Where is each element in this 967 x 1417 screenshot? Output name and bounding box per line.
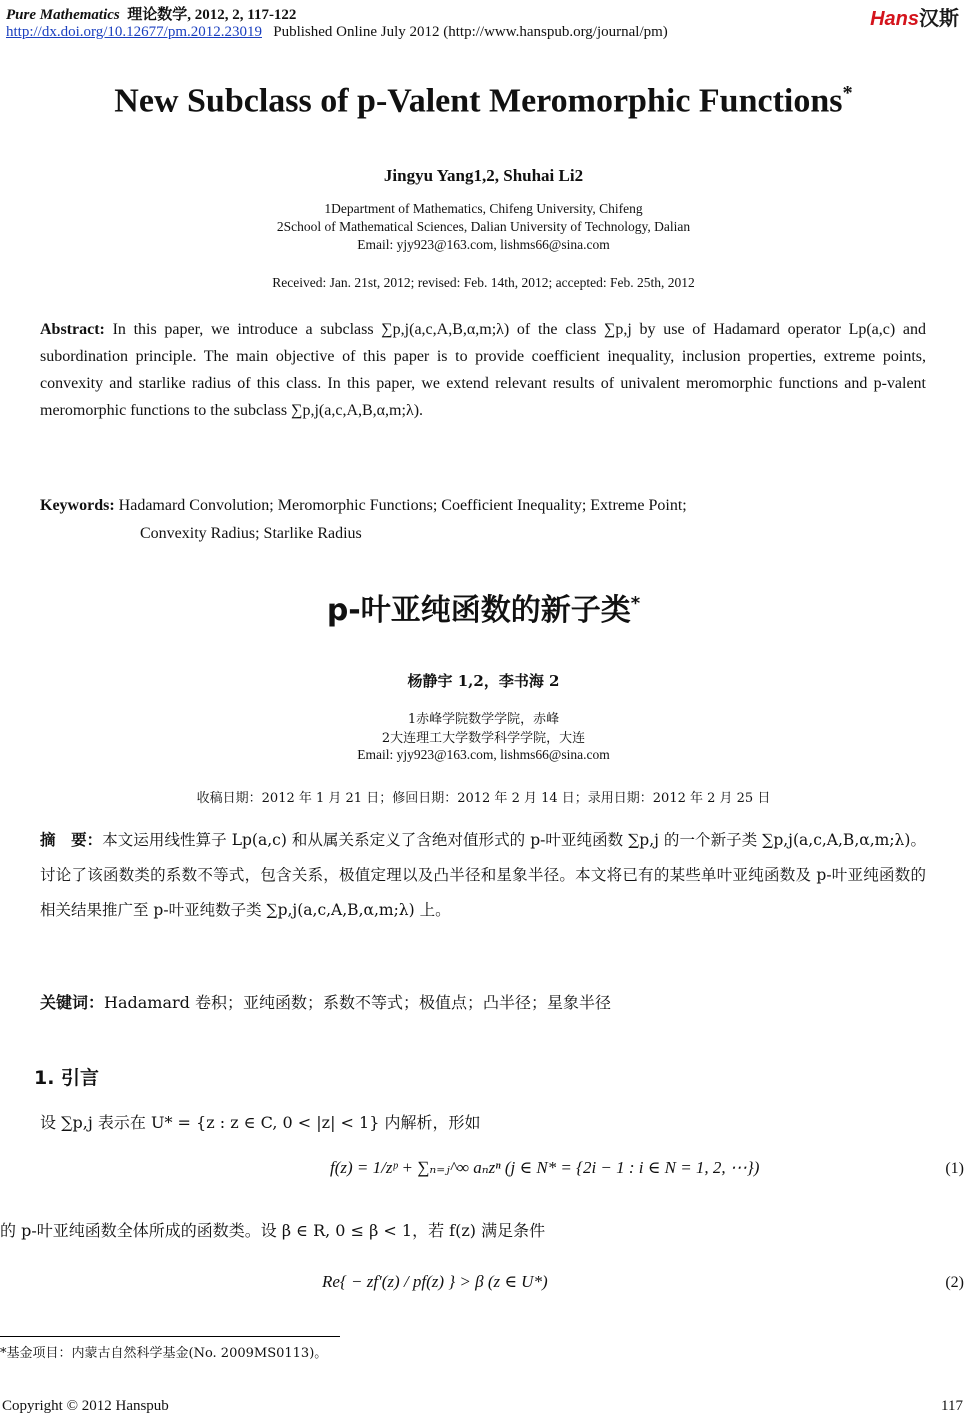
published-info: Published Online July 2012 (http://www.hanspub.org/journal/pm) bbox=[273, 24, 668, 40]
cn-keywords-label: 关键词： bbox=[40, 993, 105, 1012]
paper-title bbox=[0, 82, 967, 120]
paragraph-2: 的 p-叶亚纯函数全体所成的函数类。设 β ∈ R, 0 ≤ β < 1，若 f(z) 满足条件 bbox=[0, 1221, 546, 1240]
cn-keywords bbox=[40, 990, 611, 1013]
doi-link[interactable]: http://dx.doi.org/10.12677/pm.2012.23019 bbox=[6, 24, 262, 40]
cn-title bbox=[0, 585, 967, 629]
title-text: New Subclass of p-Valent Meromorphic Functions bbox=[114, 82, 843, 120]
title-footnote-mark: * bbox=[842, 82, 853, 104]
paragraph-1: 设 ∑p,j 表示在 U* = {z : z ∈ C, 0 < |z| < 1} 内解析，形如 bbox=[40, 1113, 481, 1132]
authors: Jingyu Yang1,2, Shuhai Li2 bbox=[383, 166, 584, 185]
cn-authors: 杨静宇 1,2，李书海 2 bbox=[407, 672, 560, 690]
keywords-line1: Hadamard Convolution; Meromorphic Functions; Coefficient Inequality; Extreme Point; bbox=[118, 497, 687, 514]
cn-abstract-label: 摘 要： bbox=[40, 831, 103, 849]
cn-title-mark: * bbox=[630, 593, 641, 614]
cn-abstract bbox=[40, 823, 926, 928]
section-heading: 1. 引言 bbox=[34, 1067, 100, 1089]
abstract-label: Abstract: bbox=[40, 321, 105, 338]
equation-2: Re{ − zf′(z) / pf(z) } > β (z ∈ U*) bbox=[322, 1272, 548, 1291]
cn-affiliation-2: 2大连理工大学数学科学学院，大连 bbox=[381, 731, 586, 746]
journal-name: Pure Mathematics bbox=[6, 7, 120, 23]
abstract bbox=[40, 316, 926, 424]
footnote: *基金项目：内蒙古自然科学基金(No. 2009MS0113)。 bbox=[0, 1346, 328, 1361]
equation-2-number: (2) bbox=[945, 1274, 964, 1291]
cn-dates: 收稿日期：2012 年 1 月 21 日；修回日期：2012 年 2 月 14 日；录用日期：2012 年 2 月 25 日 bbox=[196, 791, 771, 806]
cn-keywords-text: Hadamard 卷积；亚纯函数；系数不等式；极值点；凸半径；星象半径 bbox=[104, 993, 611, 1012]
logo-cn: 汉斯 bbox=[919, 8, 959, 30]
hans-logo bbox=[870, 2, 959, 31]
affiliation-2: 2School of Mathematical Sciences, Dalian University of Technology, Dalian bbox=[276, 219, 691, 234]
journal-line bbox=[6, 3, 296, 24]
received-dates: Received: Jan. 21st, 2012; revised: Feb. 14th, 2012; accepted: Feb. 25th, 2012 bbox=[272, 275, 695, 290]
journal-info: 理论数学, 2012, 2, 117-122 bbox=[127, 7, 297, 23]
logo-en: Hans bbox=[870, 8, 919, 30]
email: Email: yjy923@163.com, lishms66@sina.com bbox=[357, 237, 610, 252]
cn-abstract-text: 本文运用线性算子 Lp(a,c) 和从属关系定义了含绝对值形式的 p-叶亚纯函数 ∑p,j 的一个新子类 ∑p,j(a,c,A,B,α,m;λ)。讨论了该函数类的系数不等式，包含关系，极值定理以及凸半径和星象半径。本文将已有的某些单叶亚纯函数及 p-叶亚纯函数的相关结果推广至 p-叶亚纯数子类 ∑p,j(a,c,A,B,α,m;λ) 上。 bbox=[40, 831, 926, 919]
equation-1: f(z) = 1/zᵖ + ∑ₙ₌ⱼ^∞ aₙzⁿ (j ∈ N* = {2i − 1 : i ∈ N = 1, 2, ⋯}) bbox=[330, 1158, 760, 1177]
keywords-label: Keywords: bbox=[40, 497, 115, 514]
copyright: Copyright © 2012 Hanspub bbox=[2, 1398, 169, 1414]
cn-title-text: p-叶亚纯函数的新子类 bbox=[326, 593, 631, 628]
cn-affiliation-1: 1赤峰学院数学学院，赤峰 bbox=[407, 712, 560, 727]
abstract-text: In this paper, we introduce a subclass ∑p,j(a,c,A,B,α,m;λ) of the class ∑p,j by use of Hadamard operator Lp(a,c) and subordination principle. The main objective of this paper is to provide coefficient inequality, inclusion properties, extreme points, convexity and starlike radius of this class. In this paper, we extend relevant results of univalent meromorphic functions and p-valent meromorphic functions to the subclass ∑p,j(a,c,A,B,α,m;λ). bbox=[40, 321, 927, 419]
keywords-line2: Convexity Radius; Starlike Radius bbox=[140, 525, 362, 542]
keywords bbox=[40, 492, 687, 548]
affiliation-1: 1Department of Mathematics, Chifeng University, Chifeng bbox=[324, 201, 643, 216]
cn-email: Email: yjy923@163.com, lishms66@sina.com bbox=[357, 747, 610, 762]
page-number: 117 bbox=[941, 1398, 963, 1414]
equation-1-number: (1) bbox=[945, 1160, 964, 1177]
footnote-rule bbox=[0, 1336, 340, 1337]
doi-line bbox=[6, 24, 668, 41]
